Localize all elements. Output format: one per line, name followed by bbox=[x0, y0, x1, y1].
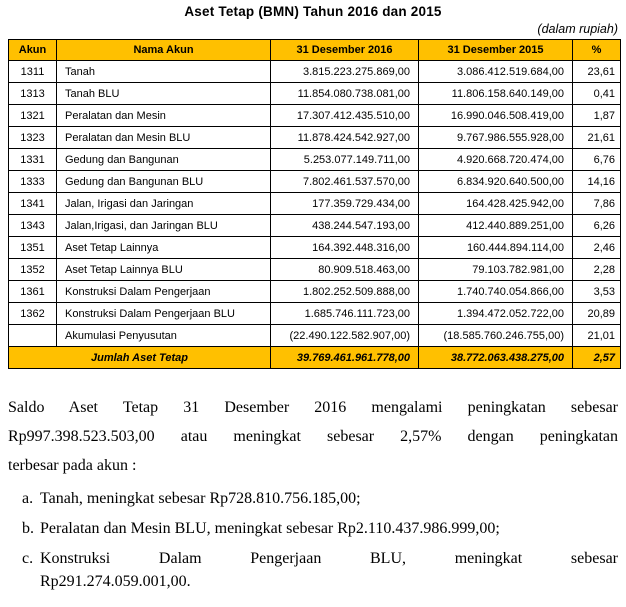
cell-pct: 21,61 bbox=[573, 127, 621, 149]
list-marker: a. bbox=[22, 490, 34, 507]
cell-akun: 1361 bbox=[9, 281, 57, 303]
text-line: Rp291.274.059.001,00. bbox=[40, 573, 191, 590]
column-header-2016: 31 Desember 2016 bbox=[271, 40, 419, 61]
cell-2015: 412.440.889.251,00 bbox=[419, 215, 573, 237]
table-body bbox=[9, 61, 621, 347]
cell-2016: 17.307.412.435.510,00 bbox=[271, 105, 419, 127]
table-row bbox=[9, 171, 621, 193]
currency-unit-note: (dalam rupiah) bbox=[537, 22, 618, 36]
cell-akun: 1323 bbox=[9, 127, 57, 149]
table-row bbox=[9, 237, 621, 259]
cell-pct: 21,01 bbox=[573, 325, 621, 347]
cell-nama: Jalan,Irigasi, dan Jaringan BLU bbox=[57, 215, 271, 237]
column-header-2015: 31 Desember 2015 bbox=[419, 40, 573, 61]
list-marker: c. bbox=[22, 550, 34, 567]
cell-nama: Konstruksi Dalam Pengerjaan BLU bbox=[57, 303, 271, 325]
table-row bbox=[9, 193, 621, 215]
cell-2015: 164.428.425.942,00 bbox=[419, 193, 573, 215]
cell-2015: 1.740.740.054.866,00 bbox=[419, 281, 573, 303]
cell-pct: 2,28 bbox=[573, 259, 621, 281]
cell-nama: Gedung dan Bangunan bbox=[57, 149, 271, 171]
text-line: Tanah, meningkat sebesar Rp728.810.756.185,00; bbox=[40, 490, 361, 507]
cell-2015: 16.990.046.508.419,00 bbox=[419, 105, 573, 127]
cell-nama: Jalan, Irigasi dan Jaringan bbox=[57, 193, 271, 215]
cell-2016: 11.878.424.542.927,00 bbox=[271, 127, 419, 149]
cell-pct: 6,76 bbox=[573, 149, 621, 171]
text-line: Rp997.398.523.503,00 atau meningkat sebesar 2,57% dengan peningkatan bbox=[8, 428, 618, 445]
list-item bbox=[8, 547, 618, 593]
cell-2016: 438.244.547.193,00 bbox=[271, 215, 419, 237]
cell-2015: 1.394.472.052.722,00 bbox=[419, 303, 573, 325]
table-row bbox=[9, 259, 621, 281]
cell-pct: 3,53 bbox=[573, 281, 621, 303]
cell-pct: 20,89 bbox=[573, 303, 621, 325]
cell-nama: Aset Tetap Lainnya bbox=[57, 237, 271, 259]
page-title: Aset Tetap (BMN) Tahun 2016 dan 2015 bbox=[184, 4, 442, 19]
cell-pct: 7,86 bbox=[573, 193, 621, 215]
total-pct: 2,57 bbox=[573, 347, 621, 369]
cell-pct: 14,16 bbox=[573, 171, 621, 193]
cell-2015: 3.086.412.519.684,00 bbox=[419, 61, 573, 83]
cell-nama: Tanah BLU bbox=[57, 83, 271, 105]
cell-2015: 11.806.158.640.149,00 bbox=[419, 83, 573, 105]
text-line: Saldo Aset Tetap 31 Desember 2016 mengalami peningkatan sebesar bbox=[8, 399, 618, 416]
table-row bbox=[9, 83, 621, 105]
cell-nama: Peralatan dan Mesin bbox=[57, 105, 271, 127]
cell-nama: Gedung dan Bangunan BLU bbox=[57, 171, 271, 193]
cell-2015: (18.585.760.246.755,00) bbox=[419, 325, 573, 347]
cell-2015: 4.920.668.720.474,00 bbox=[419, 149, 573, 171]
total-2015: 38.772.063.438.275,00 bbox=[419, 347, 573, 369]
cell-akun: 1352 bbox=[9, 259, 57, 281]
total-2016: 39.769.461.961.778,00 bbox=[271, 347, 419, 369]
cell-2015: 9.767.986.555.928,00 bbox=[419, 127, 573, 149]
cell-akun: 1333 bbox=[9, 171, 57, 193]
cell-2016: 11.854.080.738.081,00 bbox=[271, 83, 419, 105]
table-row bbox=[9, 215, 621, 237]
table-row bbox=[9, 303, 621, 325]
column-header-pct: % bbox=[573, 40, 621, 61]
cell-pct: 0,41 bbox=[573, 83, 621, 105]
cell-2016: 1.685.746.111.723,00 bbox=[271, 303, 419, 325]
cell-2016: 164.392.448.316,00 bbox=[271, 237, 419, 259]
cell-2015: 6.834.920.640.500,00 bbox=[419, 171, 573, 193]
text-line: Peralatan dan Mesin BLU, meningkat sebesar Rp2.110.437.986.999,00; bbox=[40, 520, 500, 537]
cell-2016: 5.253.077.149.711,00 bbox=[271, 149, 419, 171]
cell-nama: Konstruksi Dalam Pengerjaan bbox=[57, 281, 271, 303]
list-item bbox=[8, 517, 618, 540]
cell-2015: 160.444.894.114,00 bbox=[419, 237, 573, 259]
cell-nama: Peralatan dan Mesin BLU bbox=[57, 127, 271, 149]
column-header-akun: Akun bbox=[9, 40, 57, 61]
text-line: terbesar pada akun : bbox=[8, 457, 137, 474]
table-row bbox=[9, 281, 621, 303]
cell-akun bbox=[9, 325, 57, 347]
cell-akun: 1321 bbox=[9, 105, 57, 127]
cell-nama: Tanah bbox=[57, 61, 271, 83]
cell-2016: 7.802.461.537.570,00 bbox=[271, 171, 419, 193]
cell-akun: 1341 bbox=[9, 193, 57, 215]
asset-table bbox=[8, 39, 621, 369]
table-row bbox=[9, 61, 621, 83]
table-header-row bbox=[9, 40, 621, 61]
cell-akun: 1313 bbox=[9, 83, 57, 105]
cell-2016: (22.490.122.582.907,00) bbox=[271, 325, 419, 347]
table-row bbox=[9, 105, 621, 127]
cell-pct: 23,61 bbox=[573, 61, 621, 83]
list-item bbox=[8, 487, 618, 510]
summary-paragraph bbox=[0, 393, 626, 480]
cell-2016: 3.815.223.275.869,00 bbox=[271, 61, 419, 83]
cell-akun: 1351 bbox=[9, 237, 57, 259]
cell-akun: 1331 bbox=[9, 149, 57, 171]
cell-2016: 177.359.729.434,00 bbox=[271, 193, 419, 215]
cell-akun: 1343 bbox=[9, 215, 57, 237]
column-header-nama-akun: Nama Akun bbox=[57, 40, 271, 61]
cell-akun: 1362 bbox=[9, 303, 57, 325]
cell-pct: 1,87 bbox=[573, 105, 621, 127]
total-label: Jumlah Aset Tetap bbox=[9, 347, 271, 369]
table-row bbox=[9, 325, 621, 347]
cell-2015: 79.103.782.981,00 bbox=[419, 259, 573, 281]
table-row bbox=[9, 127, 621, 149]
cell-nama: Akumulasi Penyusutan bbox=[57, 325, 271, 347]
cell-2016: 1.802.252.509.888,00 bbox=[271, 281, 419, 303]
text-line: Konstruksi Dalam Pengerjaan BLU, meningkat sebesar bbox=[40, 550, 618, 567]
list-marker: b. bbox=[22, 520, 34, 537]
increase-list bbox=[0, 487, 626, 593]
cell-pct: 6,26 bbox=[573, 215, 621, 237]
table-row bbox=[9, 149, 621, 171]
cell-2016: 80.909.518.463,00 bbox=[271, 259, 419, 281]
cell-pct: 2,46 bbox=[573, 237, 621, 259]
cell-nama: Aset Tetap Lainnya BLU bbox=[57, 259, 271, 281]
cell-akun: 1311 bbox=[9, 61, 57, 83]
table-total-row bbox=[9, 347, 621, 369]
